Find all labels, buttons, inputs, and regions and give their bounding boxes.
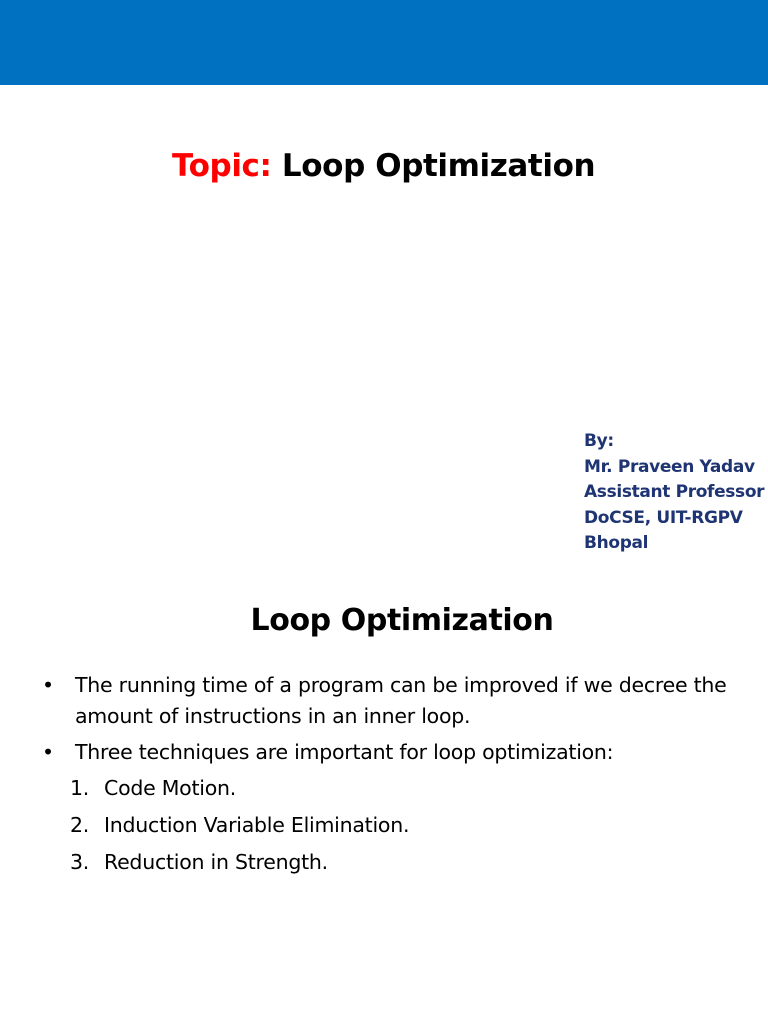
topic-label: Topic: [172,148,272,184]
author-designation: Assistant Professor [584,482,765,502]
technique-number: 2. [70,813,90,837]
bullet-marker: • [42,673,54,697]
technique-text: Reduction in Strength. [104,850,328,874]
author-block [584,429,764,557]
bullet-item [42,737,742,768]
section-heading: Loop Optimization [250,603,554,638]
technique-text: Code Motion. [104,776,237,800]
topic-name: Loop Optimization [281,148,596,184]
technique-item [42,773,742,804]
top-banner [0,0,768,85]
author-name: Mr. Praveen Yadav [584,456,755,477]
technique-number: 3. [70,850,90,874]
author-department: DoCSE, UIT-RGPV [584,507,743,528]
topic-title [172,148,595,184]
bullet-text: The running time of a program can be improved if we decree the amount of instructions in an inner loop. [75,673,727,728]
author-city: Bhopal [584,533,649,553]
section-content [42,670,742,884]
bullet-item [42,670,742,732]
bullet-marker: • [42,740,54,764]
technique-item [42,847,742,878]
technique-text: Induction Variable Elimination. [104,813,410,837]
technique-number: 1. [70,776,90,800]
bullet-text: Three techniques are important for loop optimization: [75,740,614,764]
technique-item [42,810,742,841]
author-by-label: By: [584,431,614,451]
